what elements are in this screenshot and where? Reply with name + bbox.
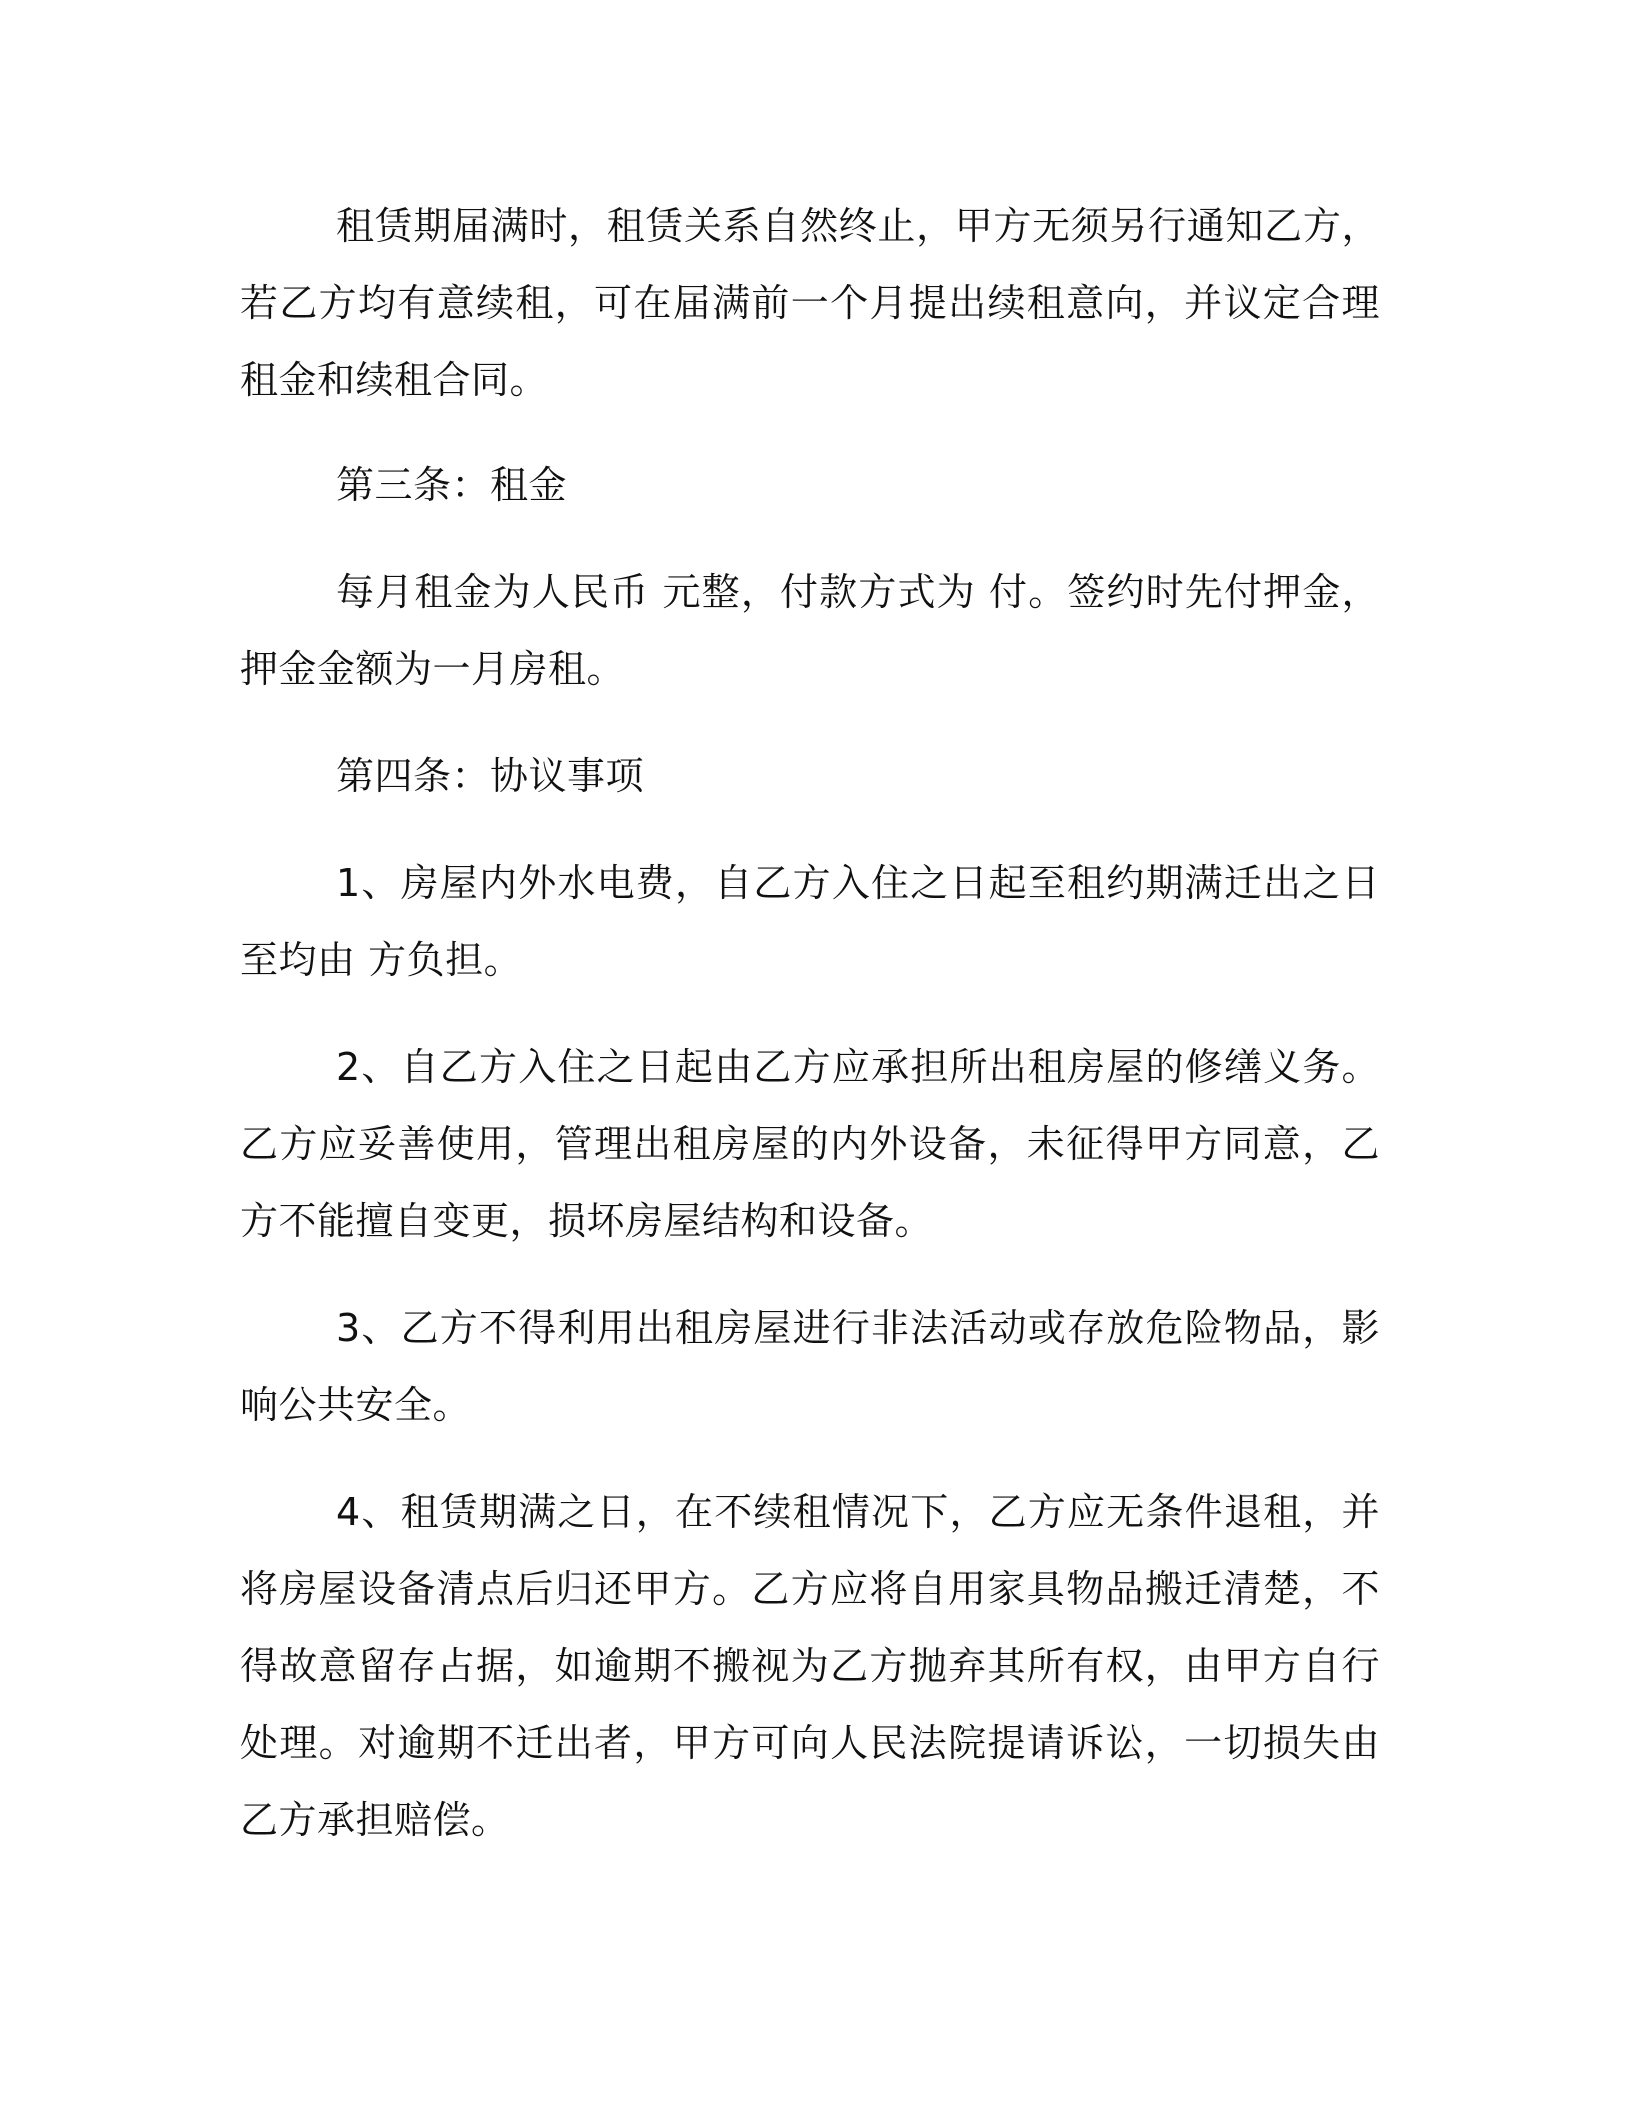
section-heading-agreement: 第四条：协议事项	[336, 754, 645, 798]
section-heading-rent: 第三条：租金	[336, 463, 568, 507]
document-body	[240, 188, 1380, 1859]
clause-3-prohibited-use: 3、乙方不得利用出租房屋进行非法活动或存放危险物品，影响公共安全。	[240, 1306, 1380, 1427]
clause-2-maintenance: 2、自乙方入住之日起由乙方应承担所出租房屋的修缮义务。乙方应妥善使用，管理出租房屋的内外设备，未征得甲方同意，乙方不能擅自变更，损坏房屋结构和设备。	[240, 1045, 1380, 1243]
clause-4-termination: 4、租赁期满之日，在不续租情况下，乙方应无条件退租，并将房屋设备清点后归还甲方。乙方应将自用家具物品搬迁清楚，不得故意留存占据，如逾期不搬视为乙方抛弃其所有权，由甲方自行处理。对逾期不迁出者，甲方可向人民法院提请诉讼，一切损失由乙方承担赔偿。	[240, 1490, 1380, 1842]
paragraph-rent-terms: 每月租金为人民币 元整，付款方式为 付。签约时先付押金，押金金额为一月房租。	[240, 570, 1380, 691]
clause-1-utilities: 1、房屋内外水电费，自乙方入住之日起至租约期满迁出之日至均由 方负担。	[240, 861, 1380, 982]
paragraph-lease-expiry: 租赁期届满时，租赁关系自然终止，甲方无须另行通知乙方，若乙方均有意续租，可在届满前一个月提出续租意向，并议定合理租金和续租合同。	[240, 204, 1380, 402]
